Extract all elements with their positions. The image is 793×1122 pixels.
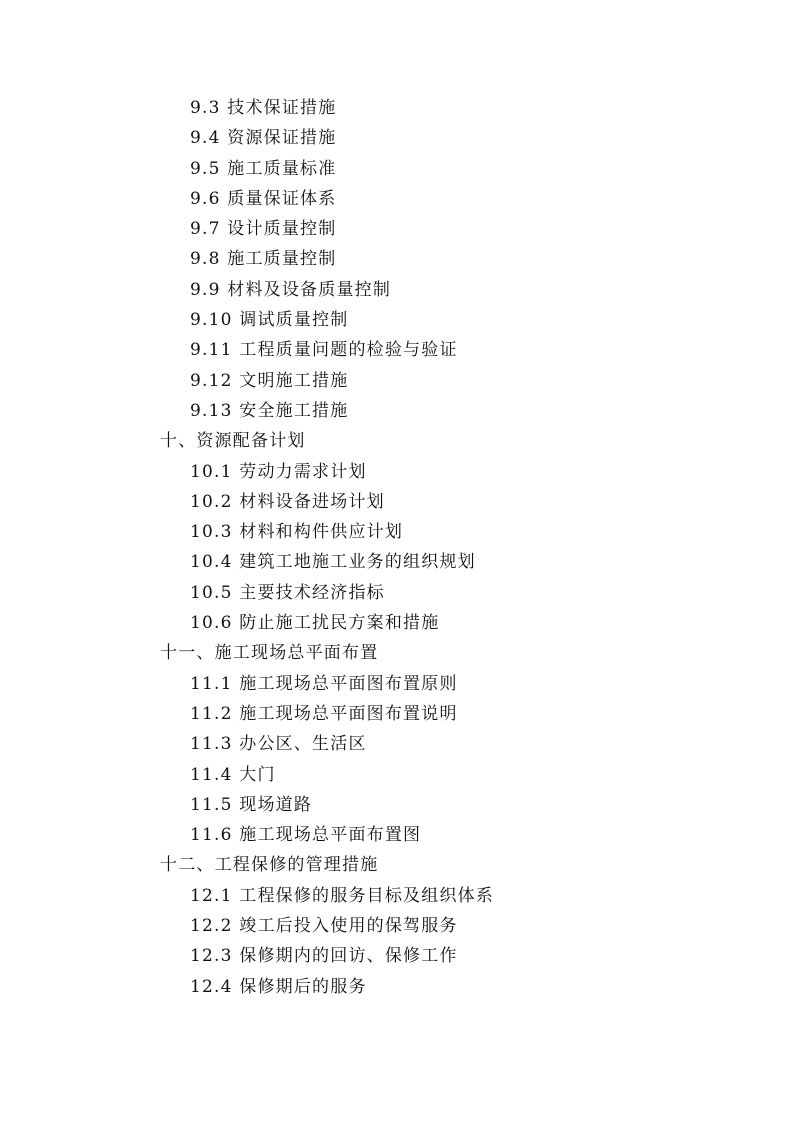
toc-entry-9-10: 9.10 调试质量控制 (190, 310, 349, 331)
toc-entry-11-4: 11.4 大门 (190, 764, 276, 785)
toc-entry-11-3: 11.3 办公区、生活区 (190, 734, 367, 755)
toc-entry-12-3: 12.3 保修期内的回访、保修工作 (190, 946, 458, 967)
toc-chapter-10: 十、资源配备计划 (160, 431, 306, 452)
toc-entry-9-8: 9.8 施工质量控制 (190, 249, 337, 270)
toc-entry-9-4: 9.4 资源保证措施 (190, 128, 337, 149)
toc-entry-10-4: 10.4 建筑工地施工业务的组织规划 (190, 552, 476, 573)
toc-entry-11-6: 11.6 施工现场总平面布置图 (190, 825, 422, 846)
toc-entry-12-2: 12.2 竣工后投入使用的保驾服务 (190, 916, 458, 937)
toc-entry-11-1: 11.1 施工现场总平面图布置原则 (190, 673, 458, 694)
toc-chapter-12: 十二、工程保修的管理措施 (160, 855, 379, 876)
toc-chapter-11: 十一、施工现场总平面布置 (160, 643, 379, 664)
toc-entry-12-1: 12.1 工程保修的服务目标及组织体系 (190, 885, 495, 906)
toc-entry-9-5: 9.5 施工质量标准 (190, 158, 337, 179)
table-of-contents (0, 93, 793, 1002)
toc-entry-9-7: 9.7 设计质量控制 (190, 219, 337, 240)
toc-entry-9-12: 9.12 文明施工措施 (190, 370, 349, 391)
toc-entry-9-13: 9.13 安全施工措施 (190, 400, 349, 421)
toc-entry-10-6: 10.6 防止施工扰民方案和措施 (190, 613, 440, 634)
toc-entry-10-3: 10.3 材料和构件供应计划 (190, 522, 404, 543)
toc-entry-11-2: 11.2 施工现场总平面图布置说明 (190, 703, 458, 724)
toc-entry-9-9: 9.9 材料及设备质量控制 (190, 279, 392, 300)
toc-entry-10-2: 10.2 材料设备进场计划 (190, 491, 385, 512)
toc-entry-11-5: 11.5 现场道路 (190, 794, 313, 815)
toc-entry-9-6: 9.6 质量保证体系 (190, 188, 337, 209)
toc-entry-10-1: 10.1 劳动力需求计划 (190, 461, 367, 482)
toc-entry-9-3: 9.3 技术保证措施 (190, 98, 337, 118)
toc-entry-10-5: 10.5 主要技术经济指标 (190, 582, 385, 603)
toc-entry-9-11: 9.11 工程质量问题的检验与验证 (190, 340, 458, 361)
toc-entry-12-4: 12.4 保修期后的服务 (190, 976, 367, 997)
